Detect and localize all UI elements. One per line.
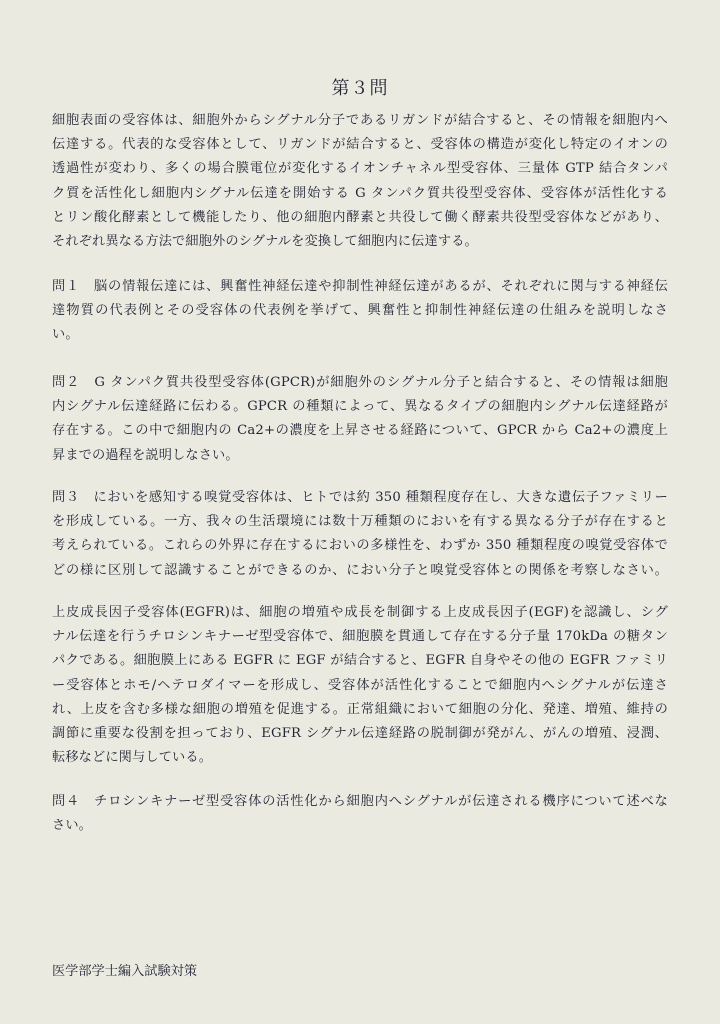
egfr-line: ナル伝達を行うチロシンキナーゼ型受容体で、細胞膜を貫通して存在する分子量 170kDa の糖タン <box>52 629 668 645</box>
question-4 <box>52 790 668 838</box>
page-title: 第３問 <box>331 78 389 99</box>
egfr-line: ー受容体とホモ/ヘテロダイマーを形成し、受容体が活性化することで細胞内へシグナルが伝達さ <box>52 677 668 693</box>
question-1 <box>52 275 668 348</box>
question-line: 昇までの過程を説明しなさい。 <box>52 447 239 463</box>
intro-line: 細胞表面の受容体は、細胞外からシグナル分子であるリガンドが結合すると、その情報を細胞内へ <box>52 113 668 128</box>
intro-line: ク質を活性化し細胞内シグナル伝達を開始する G タンパク質共役型受容体、受容体が活性化する <box>52 185 668 201</box>
intro-line: 伝達する。代表的な受容体として、リガンドが結合すると、受容体の構造が変化し特定のイオンの <box>52 137 668 153</box>
question-line: 達物質の代表例とその受容体の代表例を挙げて、興奮性と抑制性神経伝達の仕組みを説明しなさ <box>52 303 668 319</box>
question-line: どの様に区別して認識することができるのか、におい分子と嗅覚受容体との関係を考察しなさい。 <box>52 562 668 578</box>
question-line: 問４ チロシンキナーゼ型受容体の活性化から細胞内へシグナルが伝達される機序について述べな <box>52 794 668 809</box>
egfr-line: 上皮成長因子受容体(EGFR)は、細胞の増殖や成長を制御する上皮成長因子(EGF)を認識し、シグ <box>52 605 668 620</box>
question-line: 存在する。この中で細胞内の Ca2+の濃度を上昇させる経路について、GPCR から Ca2+の濃度上 <box>52 423 668 439</box>
egfr-paragraph <box>52 601 668 770</box>
question-line: 問２ G タンパク質共役型受容体(GPCR)が細胞外のシグナル分子と結合すると、その情報は細胞 <box>52 375 668 390</box>
question-line: 問３ においを感知する嗅覚受容体は、ヒトでは約 350 種類程度存在し、大きな遺伝子ファミリー <box>52 490 668 505</box>
question-line: さい。 <box>52 818 93 834</box>
intro-line: 透過性が変わり、多くの場合膜電位が変化するイオンチャネル型受容体、三量体 GTP 結合タンパ <box>52 161 668 177</box>
question-line: 問１ 脳の情報伝達には、興奮性神経伝達や抑制性神経伝達があるが、それぞれに関与する神経伝 <box>52 279 668 294</box>
footer-label: 医学部学士編入試験対策 <box>52 964 198 979</box>
intro-paragraph <box>52 109 668 254</box>
question-line: を形成している。一方、我々の生活環境には数十万種類のにおいを有する異なる分子が存在すると <box>52 514 668 530</box>
egfr-line: 調節に重要な役割を担っており、EGFR シグナル伝達経路の脱制御が発がん、がんの増殖、浸潤、 <box>52 725 668 741</box>
egfr-line: れ、上皮を含む多様な細胞の増殖を促進する。正常組織において細胞の分化、発達、増殖、維持の <box>52 701 668 717</box>
question-line: 内シグナル伝達経路に伝わる。GPCR の種類によって、異なるタイプの細胞内シグナル伝達経路が <box>52 399 668 415</box>
egfr-line: パクである。細胞膜上にある EGFR に EGF が結合すると、EGFR 自身やその他の EGFR ファミリ <box>52 653 668 669</box>
egfr-line: 転移などに関与している。 <box>52 750 213 766</box>
intro-line: とリン酸化酵素として機能したり、他の細胞内酵素と共役して働く酵素共役型受容体などがあり、 <box>52 209 668 225</box>
question-3 <box>52 486 668 583</box>
question-line: 考えられている。これらの外界に存在するにおいの多様性を、わずか 350 種類程度の嗅覚受容体で <box>52 538 668 554</box>
question-2 <box>52 371 668 468</box>
intro-line: それぞれ異なる方法で細胞外のシグナルを変換して細胞内に伝達する。 <box>52 233 478 249</box>
question-line: い。 <box>52 327 79 343</box>
